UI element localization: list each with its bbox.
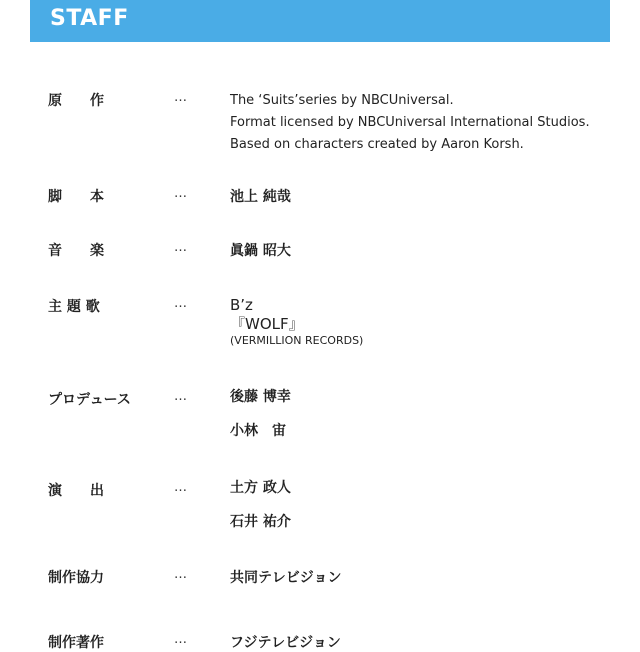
- role-values: [230, 240, 291, 260]
- value-line: 眞鍋 昭大: [230, 243, 291, 259]
- separator-dots: …: [174, 240, 188, 255]
- value-line: 『WOLF』: [230, 315, 304, 333]
- value-line: B’z: [230, 296, 253, 314]
- role-label: 制作協力: [48, 570, 104, 586]
- value-line: The ‘Suits’series by NBCUniversal.: [230, 93, 454, 108]
- role-values: [230, 296, 363, 348]
- role-values: [230, 186, 291, 206]
- role-values: [230, 480, 291, 539]
- value-line: (VERMILLION RECORDS): [230, 334, 364, 347]
- separator-dots: …: [174, 296, 188, 311]
- role-label: 音 楽: [48, 243, 104, 259]
- value-line: 後藤 博幸: [230, 389, 291, 405]
- role-values: [230, 632, 341, 652]
- separator-dots: …: [174, 389, 188, 404]
- role-values: [230, 389, 291, 448]
- separator-dots: …: [174, 480, 188, 495]
- value-line: Format licensed by NBCUniversal International Studios.: [230, 115, 590, 130]
- role-label: プロデュース: [48, 392, 131, 408]
- value-line: Based on characters created by Aaron Korsh.: [230, 137, 524, 152]
- role-label: 原 作: [48, 93, 104, 109]
- value-line: 共同テレビジョン: [230, 570, 342, 586]
- separator-dots: …: [174, 186, 188, 201]
- value-line: 石井 祐介: [230, 514, 291, 530]
- value-line: 池上 純哉: [230, 189, 291, 205]
- page-title: STAFF: [50, 6, 129, 31]
- role-label: 演 出: [48, 483, 104, 499]
- role-values: [230, 90, 590, 156]
- separator-dots: …: [174, 632, 188, 647]
- value-line: フジテレビジョン: [230, 635, 341, 651]
- role-label: 脚 本: [48, 189, 104, 205]
- separator-dots: …: [174, 90, 188, 105]
- role-label: 主 題 歌: [48, 299, 100, 315]
- value-line: 小林 宙: [230, 423, 286, 439]
- separator-dots: …: [174, 567, 188, 582]
- role-label: 制作著作: [48, 635, 104, 651]
- staff-header-bar: [30, 0, 610, 42]
- role-values: [230, 567, 341, 587]
- value-line: 土方 政人: [230, 480, 291, 496]
